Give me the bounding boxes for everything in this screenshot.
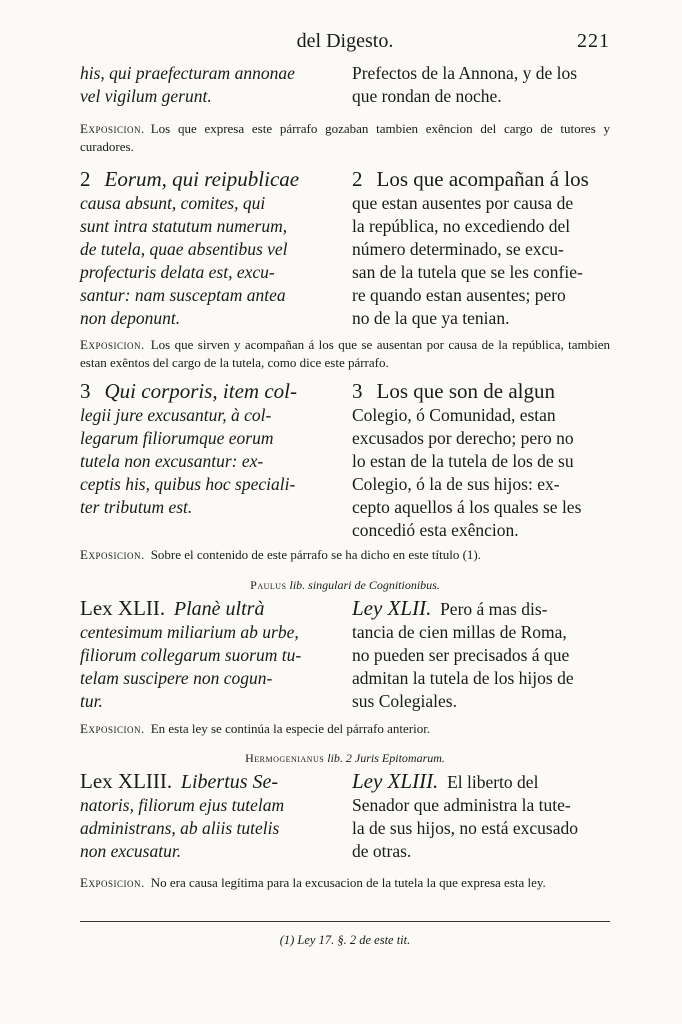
latin-line: Qui corporis, item col- — [104, 379, 297, 403]
lex-42 — [80, 597, 610, 712]
latin-line: sunt intra statutum numerum, — [80, 216, 288, 236]
exposicion-note — [80, 546, 610, 564]
latin-line: profecturis delata est, excu- — [80, 262, 275, 282]
latin-line: non deponunt. — [80, 308, 181, 328]
exposicion-note — [80, 120, 610, 156]
spanish-line: Colegio, ó Comunidad, estan — [352, 405, 556, 425]
spanish-line: de otras. — [352, 841, 412, 861]
latin-line: Libertus Se- — [180, 771, 279, 793]
spanish-line: Pero á mas dis- — [440, 599, 548, 619]
latin-column — [80, 62, 338, 108]
page-header-title: del Digesto. — [296, 30, 394, 52]
exposicion-label: Exposicion. — [80, 721, 145, 736]
source-attribution — [80, 751, 610, 766]
latin-line: legii jure excusantur, à col- — [80, 405, 272, 425]
exposicion-label: Exposicion. — [80, 547, 145, 562]
spanish-line: excusados por derecho; pero no — [352, 428, 574, 448]
footnote-rule — [80, 921, 610, 922]
spanish-line: que estan ausentes por causa de — [352, 193, 574, 213]
spanish-line: Los que son de algun — [376, 379, 555, 403]
spanish-line: tancia de cien millas de Roma, — [352, 622, 567, 642]
latin-line: legarum filiorumque eorum — [80, 428, 274, 448]
exposicion-label: Exposicion. — [80, 875, 145, 890]
spanish-line: no pueden ser precisados á que — [352, 645, 570, 665]
exposicion-label: Exposicion. — [80, 337, 145, 352]
spanish-column — [352, 62, 610, 108]
spanish-line: sus Colegiales. — [352, 691, 457, 711]
continuation-block — [80, 62, 610, 112]
latin-line: telam suscipere non cogun- — [80, 668, 273, 688]
latin-line: filiorum collegarum suorum tu- — [80, 645, 302, 665]
paragraph-3 — [80, 380, 610, 540]
spanish-column — [352, 380, 610, 542]
latin-line: de tutela, quae absentibus vel — [80, 239, 288, 259]
source-work: lib. 2 Juris Epitomarum. — [327, 751, 445, 765]
latin-line: tur. — [80, 691, 103, 711]
latin-line: Eorum, qui reipublicae — [104, 167, 300, 191]
ley-label: Ley XLIII. — [352, 769, 439, 793]
footnote: (1) Ley 17. §. 2 de este tit. — [279, 933, 411, 947]
spanish-line: número determinado, se excu- — [352, 239, 564, 259]
source-attribution — [80, 578, 610, 593]
latin-line: tutela non excusantur: ex- — [80, 451, 264, 471]
spanish-column — [352, 597, 610, 713]
source-author: Paulus — [250, 578, 287, 592]
exposicion-text: En esta ley se continúa la especie del párrafo anterior. — [150, 721, 431, 736]
latin-line: causa absunt, comites, qui — [80, 193, 266, 213]
spanish-line: Los que acompañan á los — [376, 167, 589, 191]
spanish-column — [352, 770, 610, 863]
paragraph-number: 3 — [80, 379, 91, 403]
spanish-column — [352, 168, 610, 330]
latin-line: ceptis his, quibus hoc speciali- — [80, 474, 296, 494]
spanish-line: la república, no excediendo del — [352, 216, 571, 236]
source-author: Hermogenianus — [245, 751, 325, 765]
exposicion-note — [80, 336, 610, 372]
paragraph-2 — [80, 168, 610, 333]
latin-line: non excusatur. — [80, 841, 182, 861]
latin-line: natoris, filiorum ejus tutelam — [80, 795, 285, 815]
spanish-line: no de la que ya tenian. — [352, 308, 510, 328]
exposicion-text: No era causa legítima para la excusacion de la tutela la que expresa esta ley. — [150, 875, 546, 890]
spanish-line: la de sus hijos, no está excusado — [352, 818, 578, 838]
latin-line: vel vigilum gerunt. — [80, 86, 212, 106]
spanish-line: lo estan de la tutela de los de su — [352, 451, 574, 471]
paragraph-number: 2 — [80, 167, 91, 191]
spanish-line: Colegio, ó la de sus hijos: ex- — [352, 474, 560, 494]
exposicion-text: Sobre el contenido de este párrafo se ha dicho en este título (1). — [150, 547, 482, 562]
spanish-line: concedió esta exêncion. — [352, 520, 519, 540]
latin-line: Planè ultrà — [173, 598, 265, 620]
latin-line: santur: nam susceptam antea — [80, 285, 286, 305]
exposicion-text: Los que sirven y acompañan á los que se ausentan por causa de la república, tambien estan exêntos del cargo de la tutela, como dice este párrafo. — [80, 337, 610, 370]
latin-column — [80, 168, 338, 330]
exposicion-note — [80, 874, 610, 892]
spanish-line: cepto aquellos á los quales se les — [352, 497, 582, 517]
source-work: lib. singulari de Cognitionibus. — [289, 578, 440, 592]
paragraph-number: 2 — [352, 167, 363, 191]
latin-column — [80, 597, 338, 713]
lex-43 — [80, 770, 610, 865]
spanish-line: san de la tutela que se les confie- — [352, 262, 583, 282]
spanish-line: Prefectos de la Annona, y de los — [352, 63, 578, 83]
paragraph-number: 3 — [352, 379, 363, 403]
latin-line: ter tributum est. — [80, 497, 193, 517]
lex-label: Lex XLIII. — [80, 769, 173, 793]
latin-line: centesimum miliarium ab urbe, — [80, 622, 299, 642]
exposicion-label: Exposicion. — [80, 121, 145, 136]
lex-label: Lex XLII. — [80, 596, 166, 620]
latin-line: administrans, ab aliis tutelis — [80, 818, 280, 838]
page-number: 221 — [577, 30, 610, 52]
ley-label: Ley XLII. — [352, 596, 432, 620]
spanish-line: re quando estan ausentes; pero — [352, 285, 566, 305]
exposicion-text: Los que expresa este párrafo gozaban tambien exêncion del cargo de tutores y curadores. — [80, 121, 610, 154]
spanish-line: Senador que administra la tute- — [352, 795, 571, 815]
running-head — [80, 30, 610, 56]
latin-column — [80, 380, 338, 519]
spanish-line: admitan la tutela de los hijos de — [352, 668, 574, 688]
latin-column — [80, 770, 338, 863]
latin-line: his, qui praefecturam annonae — [80, 63, 295, 83]
spanish-line: que rondan de noche. — [352, 86, 502, 106]
exposicion-note — [80, 720, 610, 738]
spanish-line: El liberto del — [447, 772, 539, 792]
